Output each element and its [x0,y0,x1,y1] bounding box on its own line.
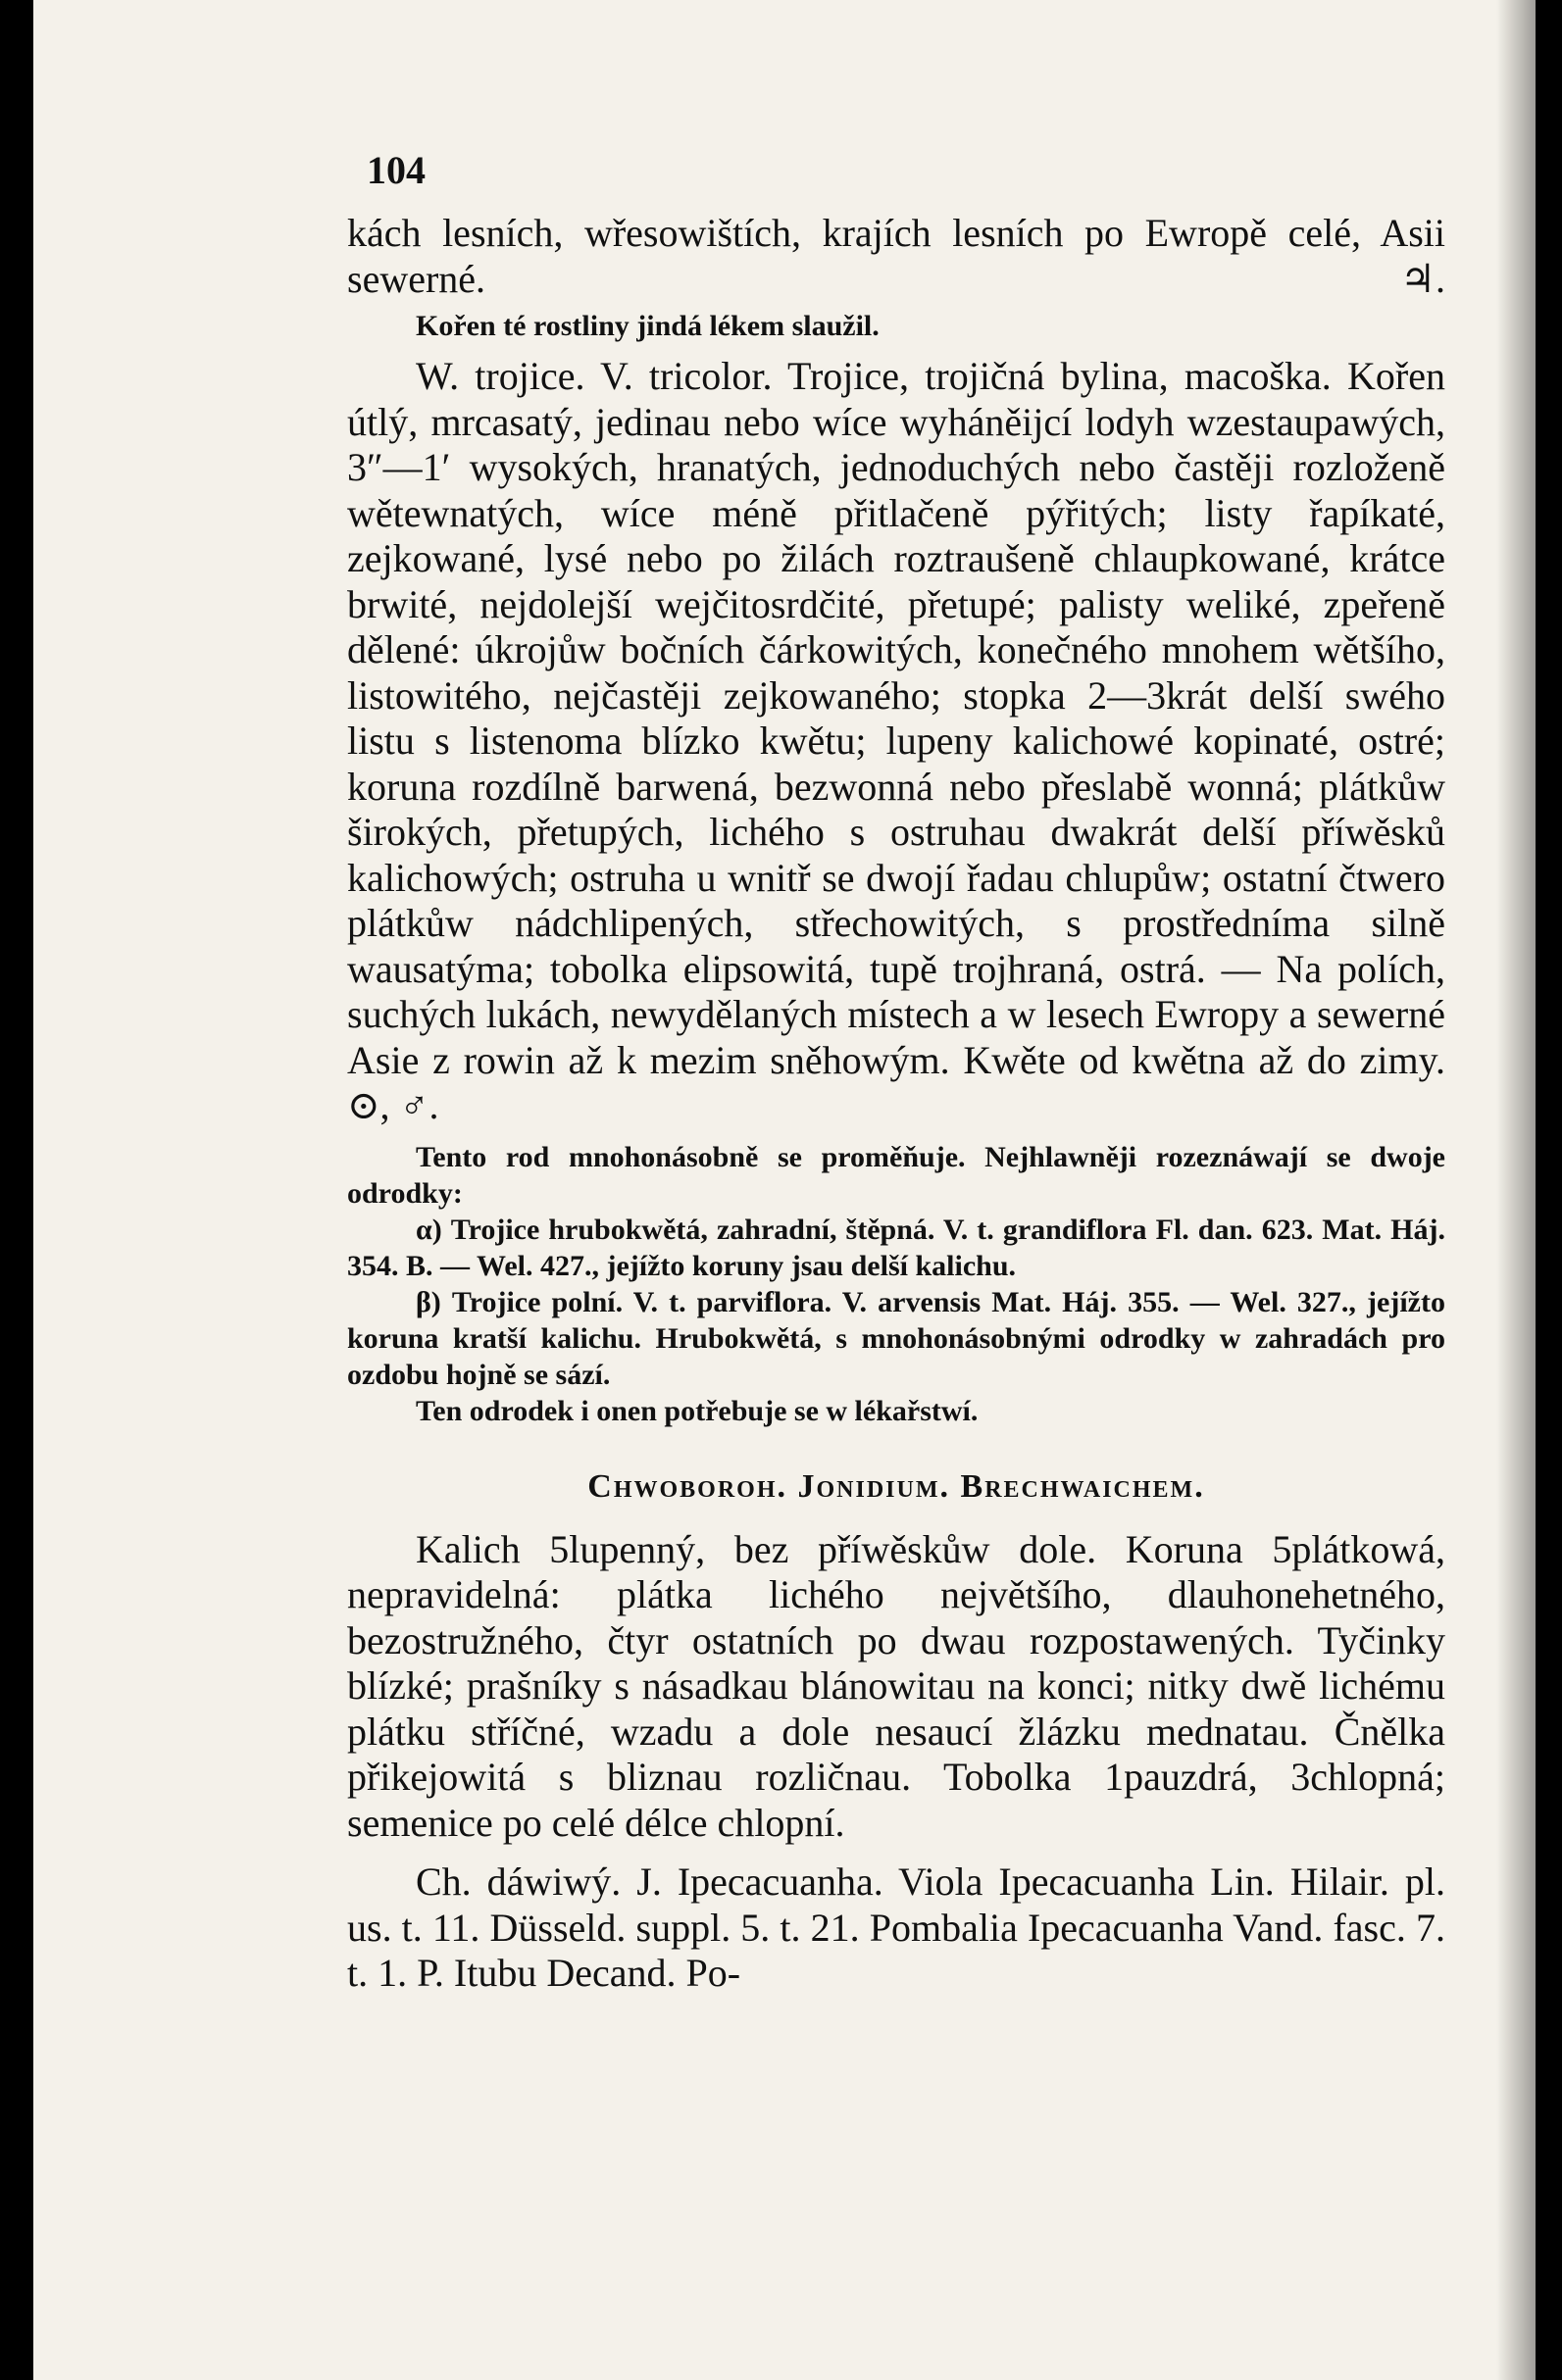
page-edge-shadow [1496,0,1536,2380]
variety-alpha: α) Trojice hrubokwětá, zahradní, štěpná. V. t. grandiflora Fl. dan. 623. Mat. Háj. 354. B. — Wel. 427., jejížto koruny jsau delší kalichu. [347,1213,1445,1282]
paragraph-ipecacuanha: Ch. dáwiwý. J. Ipecacuanha. Viola Ipecacuanha Lin. Hilair. pl. us. t. 11. Düsseld. suppl. 5. t. 21. Pombalia Ipecacuanha Vand. fasc. 7. t. 1. P. Itubu Decand. Po- [347,1859,1445,1995]
paragraph-viola-tricolor: W. trojice. V. tricolor. Trojice, trojičná bylina, macoška. Kořen útlý, mrcasatý, jedinau nebo wíce wyháněijcí lodyh wzestaupawých, 3″—1′ wysokých, hranatých, jednoduchých nebo častěji rozloženě wětewnatých, wíce méně přitlačeně pýřitých; listy řapíkaté, zejkowané, lysé nebo po žilách roztraušeně chlaupkowané, krátce brwité, nejdolejší wejčitosrdčité, přetupé; palisty weliké, zpeřeně dělené: úkrojůw bočních čárkowitých, konečného mnohem wětšího, listowitého, nejčastěji zejkowaného; stopka 2—3krát delší swého listu s listenoma blízko kwětu; lupeny kalichowé kopinaté, ostré; koruna rozdílně barwená, bezwonná nebo přeslabě wonná; plátkůw širokých, přetupých, lichého s ostruhau dwakrát delší příwěsků kalichowých; ostruha u wnitř se dwojí řadau chlupůw; ostatní čtwero plátkůw nádchlipených, střechowitých, s prostředníma silně wausatýma; tobolka elipsowitá, tupě trojhraná, ostrá. — Na polích, suchých lukách, newydělaných místech a w lesech Ewropy a sewerné Asie z rowin až k mezim sněhowým. Kwěte od kwětna až do zimy. ⊙, ♂. [347,354,1445,1127]
page-text [347,211,1445,1997]
paragraph-1: kách lesních, wřesowištích, krajích lesních po Ewropě celé, Asii sewerné. ♃. [347,211,1445,301]
page-number: 104 [367,148,426,192]
note-root: Kořen té rostliny jindá lékem slaužil. [416,310,880,342]
book-page [33,0,1536,2380]
genus-heading: Chwoboroh. Jonidium. Brechwaichem. [587,1467,1205,1505]
note-varieties: Tento rod mnohonásobně se proměňuje. Nejhlawněji rozeznáwají se dwoje odrodky: [347,1140,1445,1210]
variety-beta: β) Trojice polní. V. t. parviflora. V. arvensis Mat. Háj. 355. — Wel. 327., jejížto koruna kratší kalichu. Hrubokwětá, s mnohonásobnými odrodky w zahradách pro ozdobu hojně se sází. [347,1285,1445,1391]
note-medicine: Ten odrodek i onen potřebuje se w lékařstwí. [416,1394,979,1427]
paragraph-genus-description: Kalich 5lupenný, bez příwěskůw dole. Koruna 5plátkowá, nepravidelná: plátka lichého největšího, dlauhonehetného, bezostružného, čtyr ostatních po dwau rozpostawených. Tyčinky blízké; prašníky s násadkau blánowitau na konci; nitky dwě lichému plátku stříčné, wzadu a dole nesaucí žlázku mednatau. Čnělka přikejowitá s bliznau rozličnau. Tobolka 1pauzdrá, 3chlopná; semenice po celé délce chlopní. [347,1526,1445,1845]
